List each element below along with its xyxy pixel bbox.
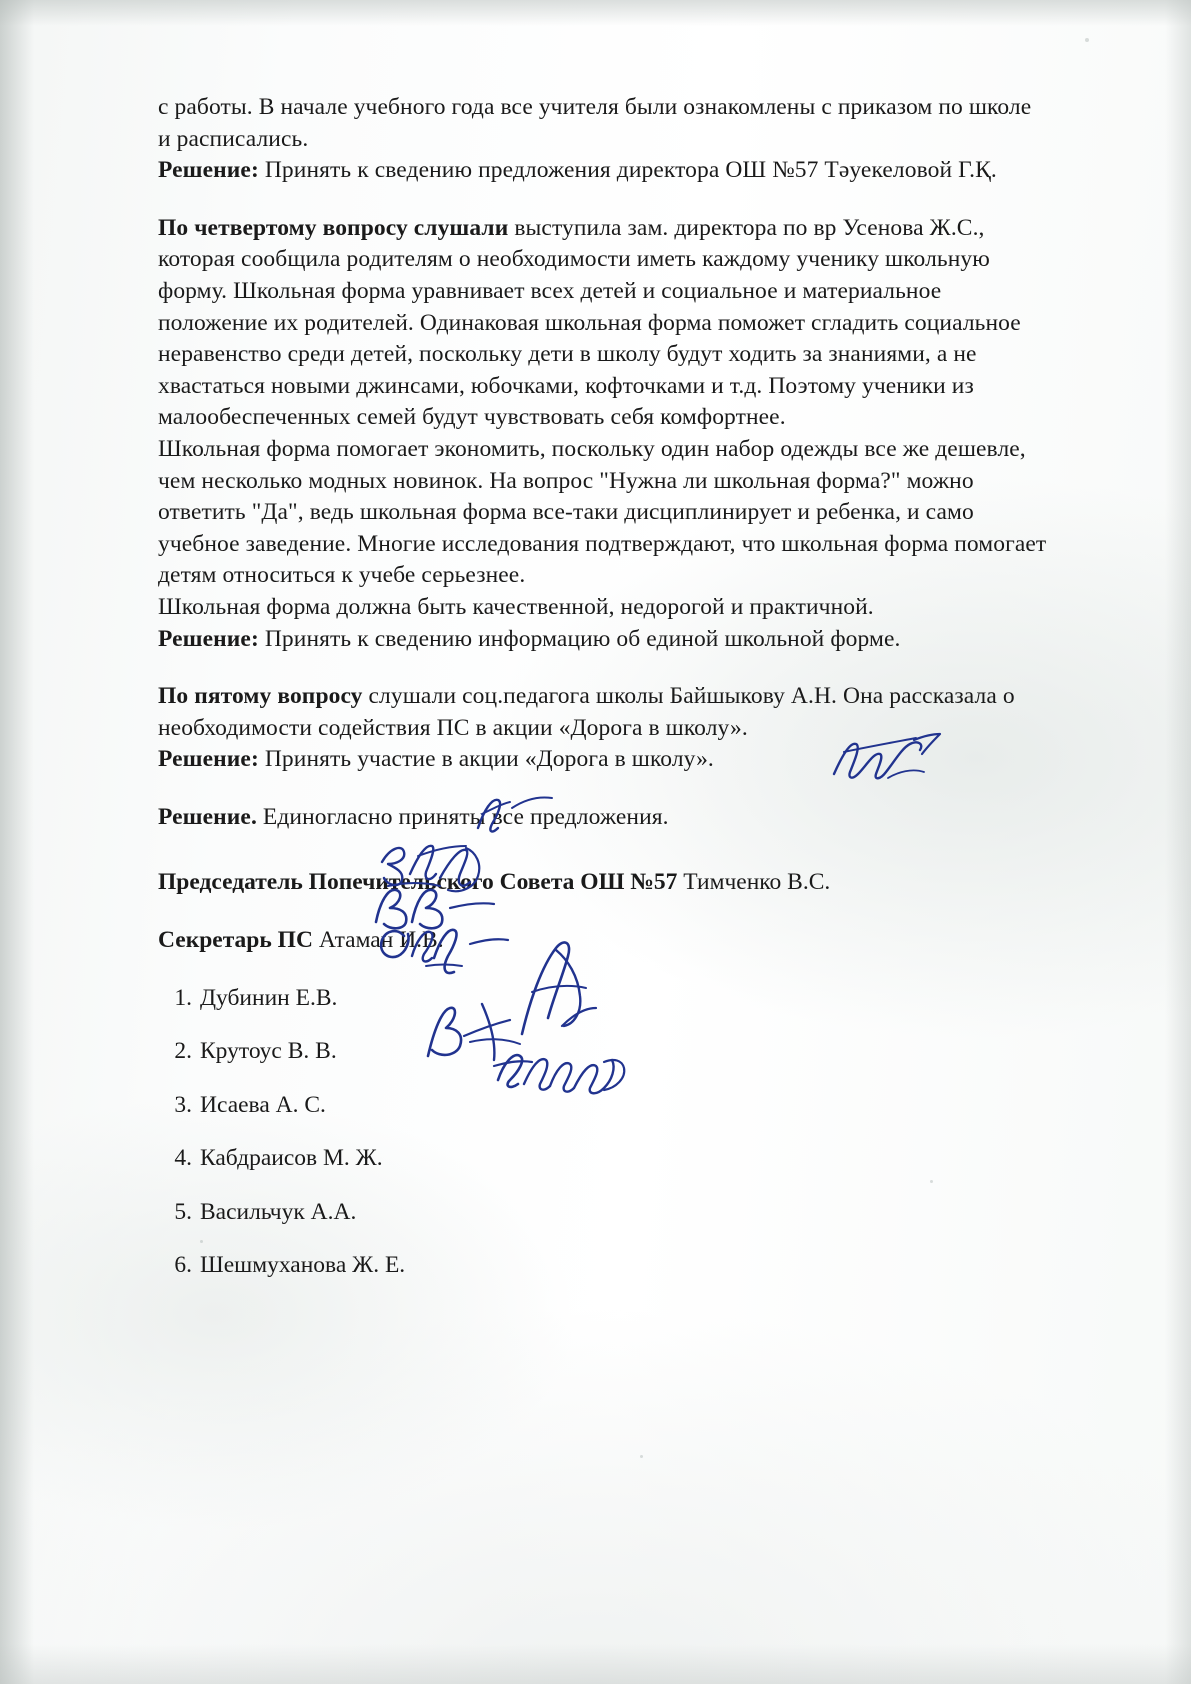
- list-item-name: Крутоус В. В.: [200, 1038, 337, 1065]
- signature-line-chairman: [158, 867, 1048, 899]
- list-item: [158, 1090, 1048, 1121]
- list-item: [158, 1143, 1048, 1174]
- secretary-name: Атаман И.В.: [312, 927, 444, 954]
- decision-label: Решение:: [158, 746, 259, 773]
- paragraph-decision-5: [158, 744, 1048, 776]
- decision-label: Решение:: [158, 157, 259, 184]
- paragraph-continuation: [158, 92, 1048, 155]
- list-item-name: Васильчук А.А.: [200, 1198, 357, 1225]
- paragraph-question-4: [158, 213, 1048, 434]
- list-item: [158, 1197, 1048, 1228]
- page-edge-shadow-left: [0, 0, 34, 1684]
- list-item-name: Шешмуханова Ж. Е.: [200, 1252, 406, 1279]
- chairman-role: Председатель Попечительского Совета ОШ №57: [158, 869, 678, 896]
- question-text: слушали соц.педагога школы Байшыкову А.Н. Она рассказала о необходимости содействия ПС в акции «Дорога в школу».: [158, 683, 1015, 741]
- paper-speck: [640, 1455, 643, 1458]
- page-edge-shadow-top: [0, 0, 1191, 26]
- list-item-name: Кабдраисов М. Ж.: [200, 1145, 383, 1172]
- secretary-role: Секретарь ПС: [158, 927, 313, 954]
- page-edge-shadow-right: [1165, 0, 1191, 1684]
- list-item: [158, 983, 1048, 1014]
- question-text: выступила зам. директора по вр Усенова Ж.С., которая сообщила родителям о необходимости иметь каждому ученику школьную форму. Школьная форма уравнивает всех детей и социальное и материальное положение их родителей. Одинаковая школьная форма поможет сгладить социальное неравенство среди детей, поскольку дети в школу будут ходить за знаниями, а не хвастаться новыми джинсами, юбочками, кофточками и т.д. Поэтому ученики из малообеспеченных семей будут чувствовать себя комфортнее.: [158, 214, 1021, 431]
- paragraph-text: Школьная форма помогает экономить, поскольку один набор одежды все же дешевле, чем несколько модных новинок. На вопрос "Нужна ли школьная форма?" можно ответить "Да", ведь школьная форма все-таки дисциплинирует и ребенка, и само учебное заведение. Многие исследования подтверждают, что школьная форма помогает детям относиться к учебе серьезнее.: [158, 435, 1047, 589]
- list-item-number: 1.: [174, 984, 192, 1011]
- decision-text: Принять участие в акции «Дорога в школу».: [258, 746, 714, 773]
- list-item: [158, 1250, 1048, 1281]
- decision-text: Принять к сведению предложения директора ОШ №57 Тәуекеловой Г.Қ.: [258, 157, 997, 184]
- list-item-name: Дубинин Е.В.: [200, 984, 338, 1011]
- paper-speck: [1085, 38, 1089, 42]
- paragraph-uniform-3: [158, 592, 1048, 624]
- page-edge-shadow-bottom: [0, 1644, 1191, 1684]
- list-item-number: 6.: [174, 1252, 192, 1279]
- question-label: По пятому вопросу: [158, 683, 363, 710]
- paragraph-text: Школьная форма должна быть качественной, недорогой и практичной.: [158, 593, 874, 620]
- decision-text: Единогласно приняты все предложения.: [256, 803, 669, 830]
- paragraph-question-5: [158, 681, 1048, 744]
- paragraph-decision-final: [158, 802, 1048, 834]
- decision-label: Решение.: [158, 803, 257, 830]
- list-item-name: Исаева А. С.: [200, 1091, 326, 1118]
- paragraph-uniform-2: [158, 434, 1048, 592]
- chairman-name: Тимченко В.С.: [677, 869, 831, 896]
- list-item-number: 2.: [174, 1038, 192, 1065]
- list-item-number: 4.: [174, 1145, 192, 1172]
- paragraph-text: с работы. В начале учебного года все учителя были ознакомлены с приказом по школе и расписались.: [158, 94, 1032, 152]
- decision-text: Принять к сведению информацию об единой школьной форме.: [258, 625, 901, 652]
- paragraph-decision-4: [158, 624, 1048, 656]
- decision-label: Решение:: [158, 625, 259, 652]
- list-item-number: 3.: [174, 1091, 192, 1118]
- members-signature-list: [158, 983, 1048, 1281]
- list-item-number: 5.: [174, 1198, 192, 1225]
- list-item: [158, 1036, 1048, 1067]
- question-label: По четвертому вопросу слушали: [158, 214, 509, 241]
- paragraph-decision-3: [158, 155, 1048, 187]
- signature-line-secretary: [158, 925, 1048, 957]
- document-body: [158, 92, 1048, 1304]
